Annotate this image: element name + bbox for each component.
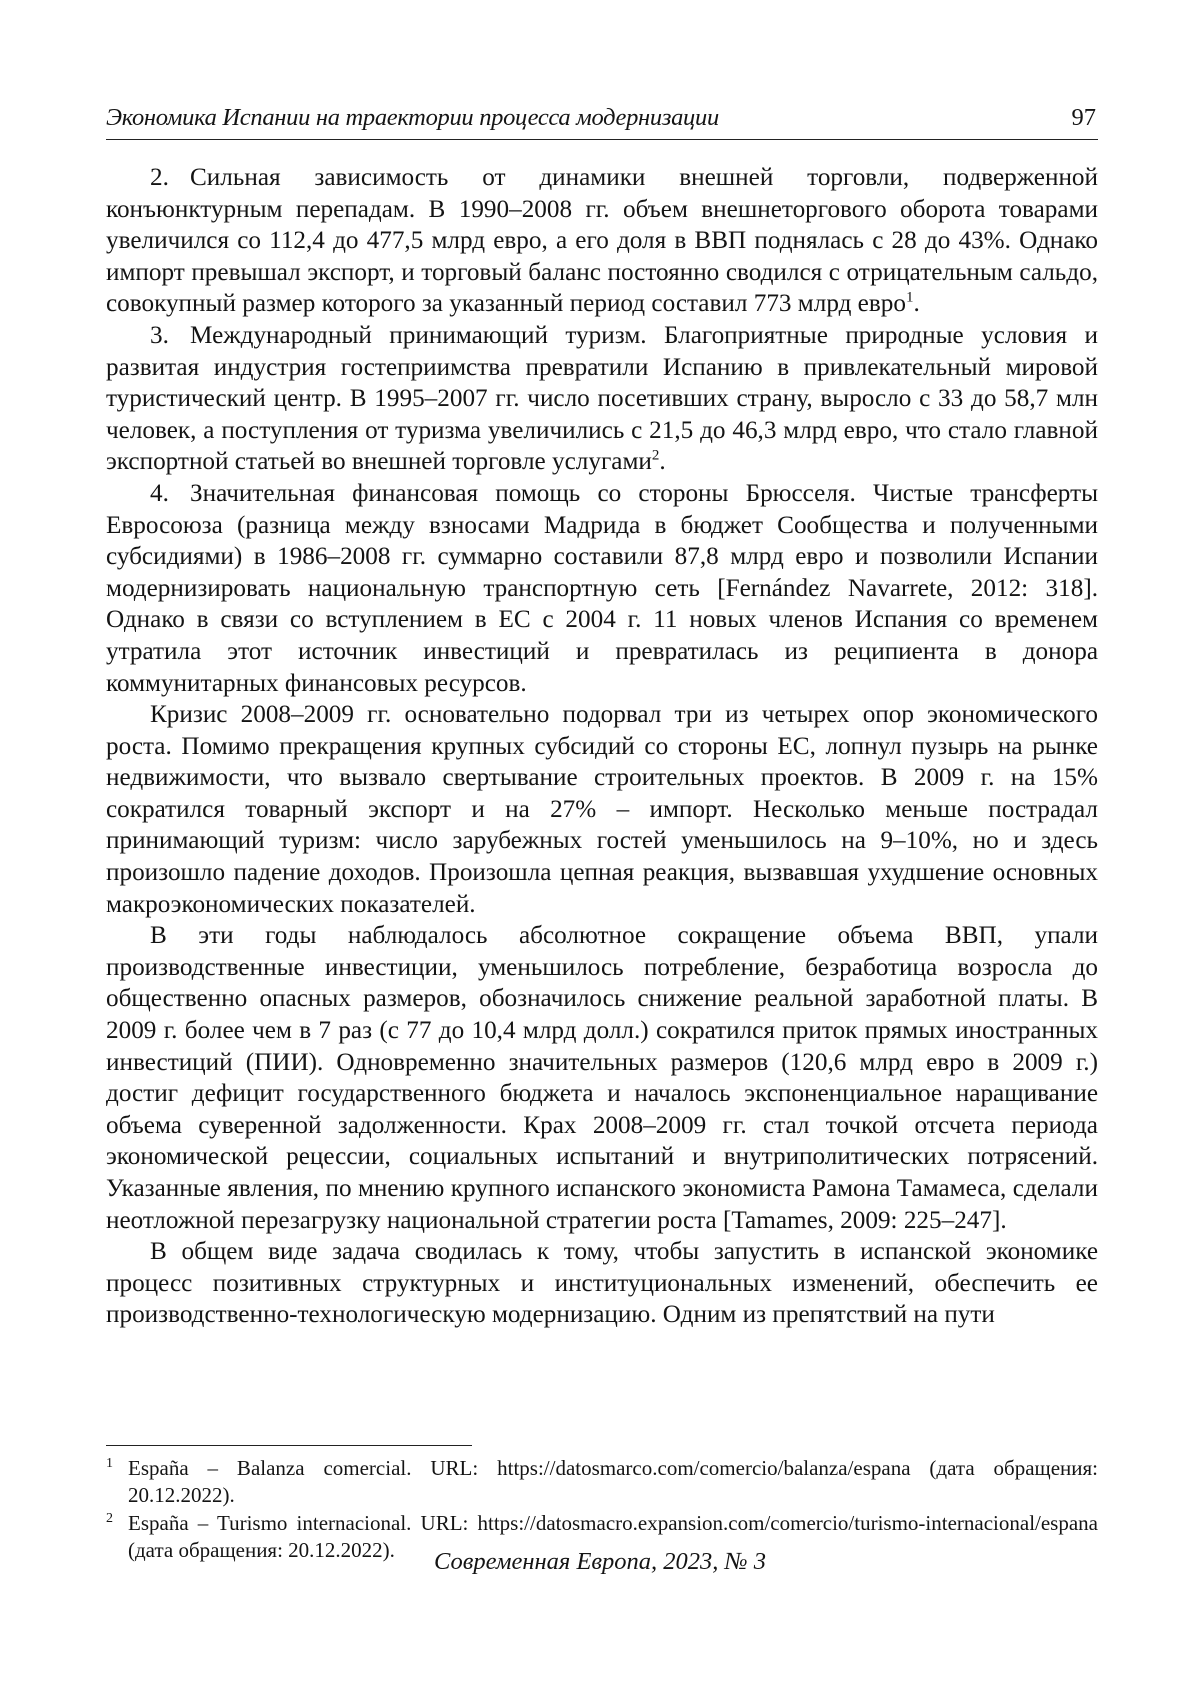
item-number: 2.	[150, 164, 169, 191]
journal-footer: Современная Европа, 2023, № 3	[433, 1548, 767, 1575]
body-text	[106, 162, 1098, 1331]
running-title: Экономика Испании на траектории процесса модернизации	[106, 104, 719, 131]
paragraph-tail: .	[913, 290, 920, 318]
paragraph-text: Международный принимающий туризм. Благоприятные природные условия и развитая индустрия гостеприимства превратили Испанию в привлекательный мировой туристический центр. В 1995–2007 гг. число посетивших страну, выросло с 33 до 58,7 млн человек, а поступления от туризма увеличились с 21,5 до 46,3 млрд евро, что стало главной экспортной статьей во внешней торговле услугами	[106, 321, 1098, 476]
paragraph-crisis: Кризис 2008–2009 гг. основательно подорвал три из четырех опор экономического роста. Помимо прекращения крупных субсидий со стороны ЕС, лопнул пузырь на рынке недвижимости, что вызвало свертывание строительных проектов. В 2009 г. на 15% сократился товарный экспорт и на 27% – импорт. Несколько меньше пострадал принимающий туризм: число зарубежных гостей уменьшилось на 9–10%, но и здесь произошло падение доходов. Произошла цепная реакция, вызвавшая ухудшение основных макроэкономических показателей.	[106, 701, 1098, 918]
paragraph-text: Сильная зависимость от динамики внешней торговли, подверженной конъюнктурным перепадам. В 1990–2008 гг. объем внешнеторгового оборота товарами увеличился со 112,4 до 477,5 млрд евро, а его доля в ВВП поднялась с 28 до 43%. Однако импорт превышал экспорт, и торговый баланс постоянно сводился с отрицательным сальдо, совокупный размер которого за указанный период составил 773 млрд евро	[106, 164, 1098, 318]
paragraph-tail: .	[659, 448, 666, 476]
item-number: 4.	[150, 479, 169, 507]
running-header	[106, 104, 1098, 140]
footnote-1: 1 España – Balanza comercial. URL: https://datosmarco.com/comercio/balanza/espana (дата обращения: 20.12.2022).	[106, 1456, 1098, 1508]
footnote-reference: 2	[651, 447, 660, 464]
item-number: 3.	[150, 321, 169, 349]
paragraph-item-4	[106, 478, 1098, 699]
paragraph-text: Значительная финансовая помощь со стороны Брюсселя. Чистые трансферты Евросоюза (разница между взносами Мадрида в бюджет Сообщества и полученными субсидиями) в 1986–2008 гг. суммарно составили 87,8 млрд евро и позволили Испании модернизировать национальную транспортную сеть [Fernández Navarrete, 2012: 318]. Однако в связи со вступлением в ЕС с 2004 г. 11 новых членов Испания со временем утратила этот источник инвестиций и превратилась из реципиента в донора коммунитарных финансовых ресурсов.	[106, 479, 1098, 697]
footnote-divider	[106, 1445, 472, 1446]
page-number: 97	[1071, 104, 1096, 131]
paragraph-modernization: В общем виде задача сводилась к тому, чтобы запустить в испанской экономике процесс позитивных структурных и институциональных изменений, обеспечить ее производственно-технологическую модернизацию. Одним из препятствий на пути	[106, 1238, 1098, 1329]
footnote-reference: 1	[905, 289, 914, 306]
paragraph-item-3	[106, 320, 1098, 478]
footnote-text: España – Turismo internacional. URL: https://datosmacro.expansion.com/comercio/turismo-internacional/espana (дата обращения: 20.12.2022).	[128, 1510, 1098, 1563]
footnote-2: 2 España – Turismo internacional. URL: https://datosmacro.expansion.com/comercio/turismo-internacional/espana (дата обращения: 20.12.2022).	[106, 1510, 1098, 1563]
footnote-text: España – Balanza comercial. URL: https://datosmarco.com/comercio/balanza/espana (дата обращения: 20.12.2022).	[128, 1456, 1098, 1508]
paragraph-item-2	[106, 162, 1098, 320]
paragraph-recession: В эти годы наблюдалось абсолютное сокращение объема ВВП, упали производственные инвестиции, уменьшилось потребление, безработица возросла до общественно опасных размеров, обозначилось снижение реальной заработной платы. В 2009 г. более чем в 7 раз (с 77 до 10,4 млрд долл.) сократился приток прямых иностранных инвестиций (ПИИ). Одновременно значительных размеров (120,6 млрд евро в 2009 г.) достиг дефицит государственного бюджета и началось экспоненциальное наращивание объема суверенной задолженности. Крах 2008–2009 гг. стал точкой отсчета периода экономической рецессии, социальных испытаний и внутриполитических потрясений. Указанные явления, по мнению крупного испанского экономиста Рамона Тамамеса, сделали неотложной перезагрузку национальной стратегии роста [Tamames, 2009: 225–247].	[106, 922, 1098, 1234]
